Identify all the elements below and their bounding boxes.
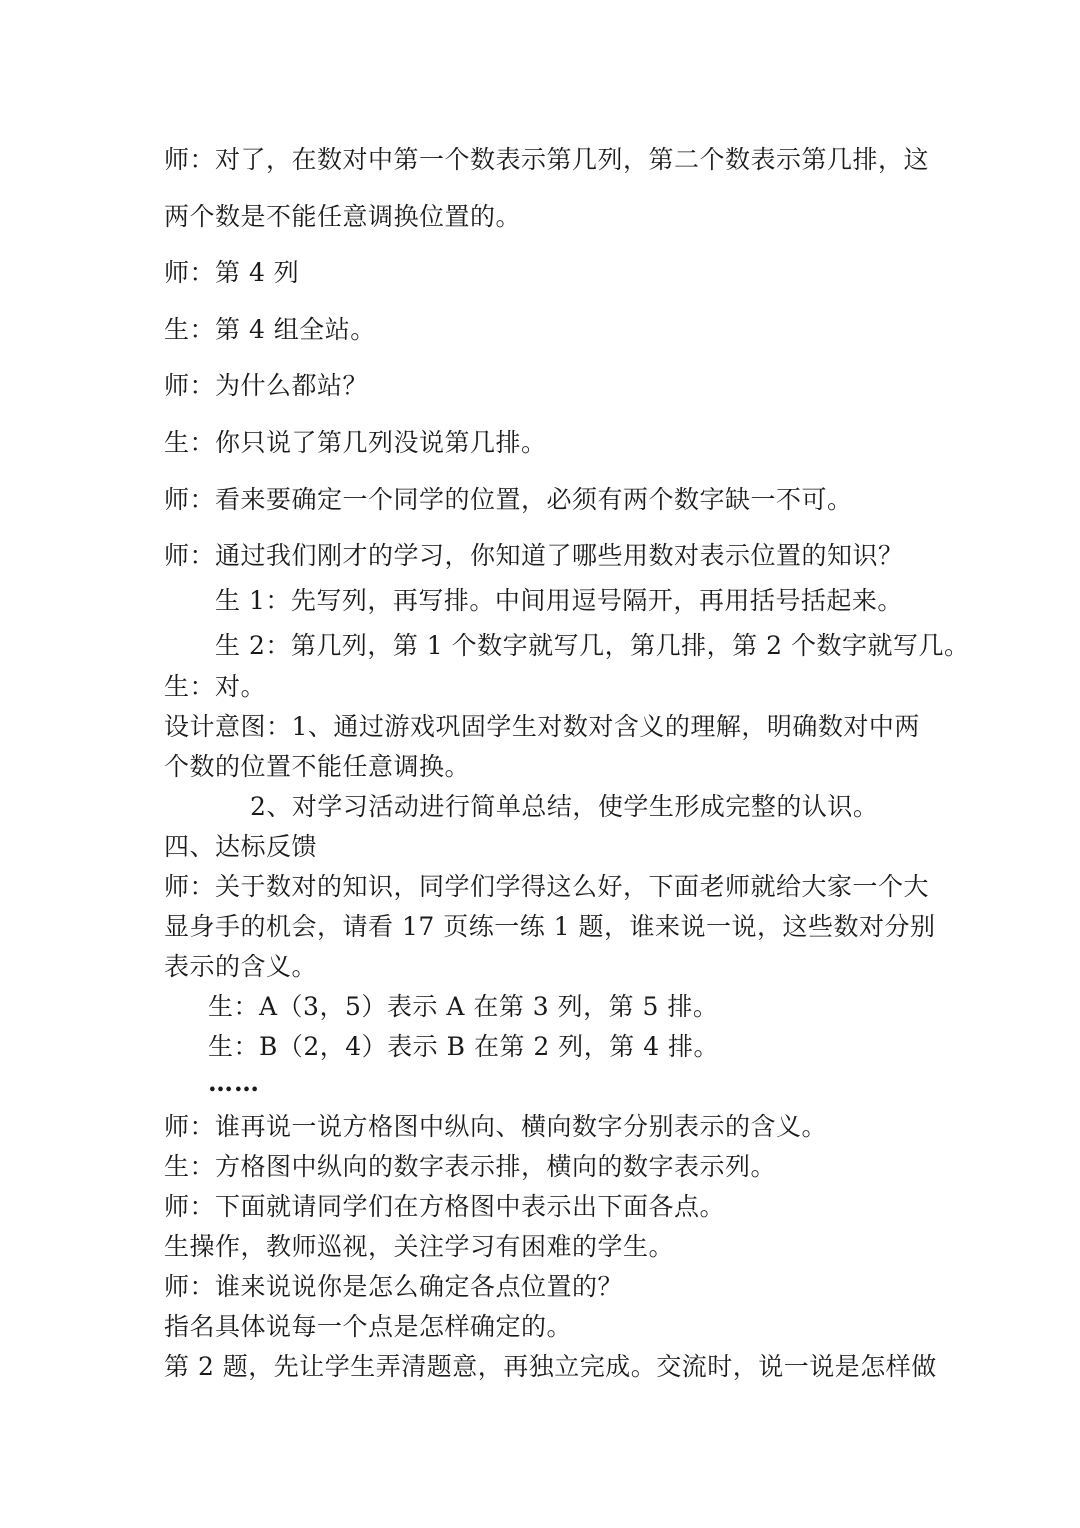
text-line: 师：谁来说说你是怎么确定各点位置的？ — [164, 1272, 624, 1301]
text-line: 表示的含义。 — [164, 952, 318, 981]
text-line: 第 2 题，先让学生弄清题意，再独立完成。交流时，说一说是怎样做 — [164, 1352, 937, 1381]
text-line: 2、对学习活动进行简单总结，使学生形成完整的认识。 — [250, 792, 879, 821]
section-heading: 四、达标反馈 — [164, 832, 318, 861]
ellipsis: …… — [208, 1068, 260, 1097]
text-line: 师：第 4 列 — [164, 258, 300, 287]
text-line: 师：通过我们刚才的学习，你知道了哪些用数对表示位置的知识？ — [164, 541, 904, 570]
text-line: 指名具体说每一个点是怎样确定的。 — [164, 1312, 573, 1341]
text-line: 生：对。 — [164, 672, 267, 701]
text-line: 设计意图：1、通过游戏巩固学生对数对含义的理解，明确数对中两 — [164, 712, 920, 741]
text-line: 师：为什么都站？ — [164, 371, 369, 400]
text-line: 生：方格图中纵向的数字表示排，横向的数字表示列。 — [164, 1152, 777, 1181]
text-line: 生操作，教师巡视，关注学习有困难的学生。 — [164, 1232, 675, 1261]
text-line: 两个数是不能任意调换位置的。 — [164, 202, 522, 231]
text-line: 生：你只说了第几列没说第几排。 — [164, 428, 547, 457]
text-line: 生：B（2，4）表示 B 在第 2 列，第 4 排。 — [208, 1032, 720, 1061]
text-line: 生：第 4 组全站。 — [164, 315, 376, 344]
text-line: 师：下面就请同学们在方格图中表示出下面各点。 — [164, 1192, 726, 1221]
text-line: 显身手的机会，请看 17 页练一练 1 题，谁来说一说，这些数对分别 — [164, 912, 936, 941]
text-line: 生 2：第几列，第 1 个数字就写几，第几排，第 2 个数字就写几。 — [215, 631, 970, 660]
text-line: 生 1：先写列，再写排。中间用逗号隔开，再用括号括起来。 — [215, 586, 903, 615]
text-line: 师：谁再说一说方格图中纵向、横向数字分别表示的含义。 — [164, 1112, 828, 1141]
text-line: 师：对了，在数对中第一个数表示第几列，第二个数表示第几排，这 — [164, 145, 930, 174]
text-line: 生：A（3，5）表示 A 在第 3 列，第 5 排。 — [208, 992, 719, 1021]
text-line: 师：看来要确定一个同学的位置，必须有两个数字缺一不可。 — [164, 485, 853, 514]
text-line: 个数的位置不能任意调换。 — [164, 752, 471, 781]
text-line: 师：关于数对的知识，同学们学得这么好，下面老师就给大家一个大 — [164, 872, 930, 901]
